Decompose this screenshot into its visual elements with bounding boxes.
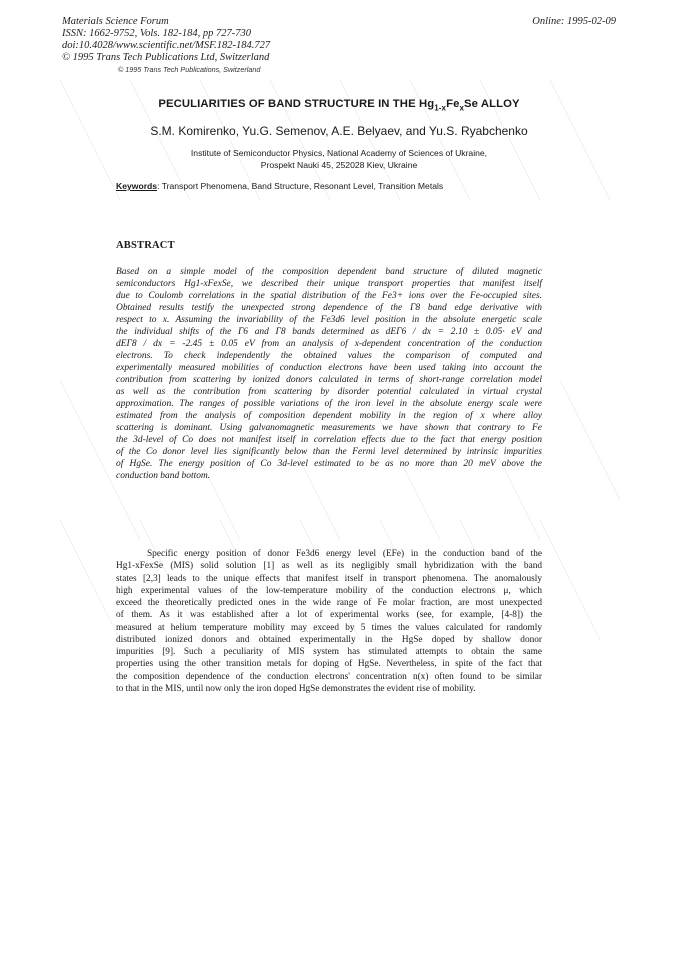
journal-header [62, 16, 270, 64]
copyright-line: © 1995 Trans Tech Publications Ltd, Switzerland [62, 52, 270, 63]
abstract-line: estimated from the analysis of composition dependent mobility in the region of x where alloy [116, 411, 542, 421]
abstract-line: of the Co donor level lies significantly below than the Fermi level determined by intrinsic impurities [116, 447, 542, 457]
title-part: Se ALLOY [464, 98, 520, 110]
body-line: of them. As it was established after a lot of experimental works (see, for example, [4-8]) the [116, 610, 542, 621]
doi-link[interactable]: doi:10.4028/www.scientific.net/MSF.182-184.727 [62, 40, 271, 51]
publisher-copyright: © 1995 Trans Tech Publications, Switzerland [118, 65, 261, 74]
title-subscript: 1-x [434, 103, 447, 113]
abstract-line: due to Coulomb correlations in the spatial distribution of the Fe3+ ions over the Fe-occupied sites. [116, 291, 542, 301]
body-line: properties using the other transition metals for doping of HgSe. Nevertheless, in spite of the fact that [116, 659, 542, 670]
title-part: PECULIARITIES OF BAND STRUCTURE IN THE Hg [158, 98, 435, 110]
affiliation-line: Institute of Semiconductor Physics, National Academy of Sciences of Ukraine, [190, 148, 488, 158]
abstract-line: approximation. The ranges of possible variations of the iron level in the absolute energy scale were [116, 399, 542, 409]
abstract-line: the 3d-level of Co does not manifest itself in correlation effects due to the fact that energy position [116, 435, 542, 445]
abstract-line: the individual shifts of the Γ6 and Γ8 bands determined as dEΓ6 / dx = 2.10 ± 0.05· eV and [116, 327, 542, 337]
title-subscript: x [459, 103, 465, 113]
abstract-line: semiconductors Hg1-xFexSe, we described their unique transport properties that manifest itself [116, 279, 542, 289]
abstract-line: conduction band bottom. [116, 471, 211, 481]
journal-name: Materials Science Forum [62, 16, 169, 27]
online-date: Online: 1995-02-09 [532, 16, 616, 27]
abstract-line: respect to x. Assuming the invariability of the Fe3d6 level position in the absolute energetic scale [116, 315, 542, 325]
author-list: S.M. Komirenko, Yu.G. Semenov, A.E. Belyaev, and Yu.S. Ryabchenko [150, 124, 528, 138]
abstract-line: as well as the contribution from scattering by disorder potential calculated in virtual crystal [116, 387, 542, 397]
affiliation [0, 147, 678, 171]
body-line: to that in the MIS, until now only the iron doped HgSe demonstrates the evident rise of mobility. [116, 683, 476, 694]
abstract-line: dEΓ8 / dx = -2.45 ± 0.05 eV from an analysis of x-dependent concentration of the conduction [116, 339, 542, 349]
body-line: exceed the theoretically predicted ones in the wide range of Fe molar fraction, are most unexpected [116, 598, 542, 608]
abstract-heading: ABSTRACT [116, 240, 175, 251]
keywords-label: Keywords [116, 181, 158, 191]
affiliation-line: Prospekt Nauki 45, 252028 Kiev, Ukraine [260, 160, 418, 170]
paper-title [0, 98, 678, 112]
abstract-line: of HgSe. The energy position of Co 3d-level estimated to be as no more than 20 meV above the [116, 459, 542, 469]
body-line: impurities [9]. Such a peculiarity of MIS system has stimulated attempts to obtain the same [116, 647, 542, 657]
abstract-line: electrons. To check independently the obtained values the comparison of computed and [116, 351, 542, 361]
abstract-body [116, 266, 542, 482]
body-line: Hg1-xFexSe (MIS) solid solution [1] as well as its negligibly small hybridization with the band [116, 561, 542, 572]
abstract-line: Based on a simple model of the composition dependent band structure of diluted magnetic [116, 267, 542, 277]
body-line: distributed ionized donors and obtained experimentally in the HgSe doped by shallow donor [116, 634, 542, 645]
body-line: Specific energy position of donor Fe3d6 energy level (EFe) in the conduction band of the [147, 549, 542, 559]
abstract-line: experimentally measured mobilities of conduction electrons have been used taking into account the [116, 363, 542, 373]
body-line: measured at helium temperature mobility may exceed by 5 times the values calculated for randomly [116, 622, 542, 633]
body-line: high experimental values of the low-temperature mobility of the conduction electrons μ, which [116, 585, 542, 596]
body-line: states [2,3] leads to the unique effects that manifest itself in transport phenomena. The anomalously [116, 573, 542, 584]
abstract-line: Obtained results testify the unexpected strong dependence of the Γ8 band edge derivative with [116, 303, 542, 313]
keywords-line [116, 181, 443, 191]
title-part: Fe [446, 98, 460, 110]
issn-line: ISSN: 1662-9752, Vols. 182-184, pp 727-730 [62, 28, 251, 39]
introduction-paragraph [116, 548, 542, 695]
body-line: the composition dependence of the conduction electrons' concentration n(x) often found to be similar [116, 671, 542, 682]
abstract-line: contribution from scattering by ionized donors calculated in terms of short-range correlation model [116, 375, 542, 385]
keywords-text: : Transport Phenomena, Band Structure, Resonant Level, Transition Metals [157, 181, 444, 191]
abstract-line: scattering is dominant. Using galvanomagnetic measurements we have shown that contrary to Fe [116, 423, 542, 433]
